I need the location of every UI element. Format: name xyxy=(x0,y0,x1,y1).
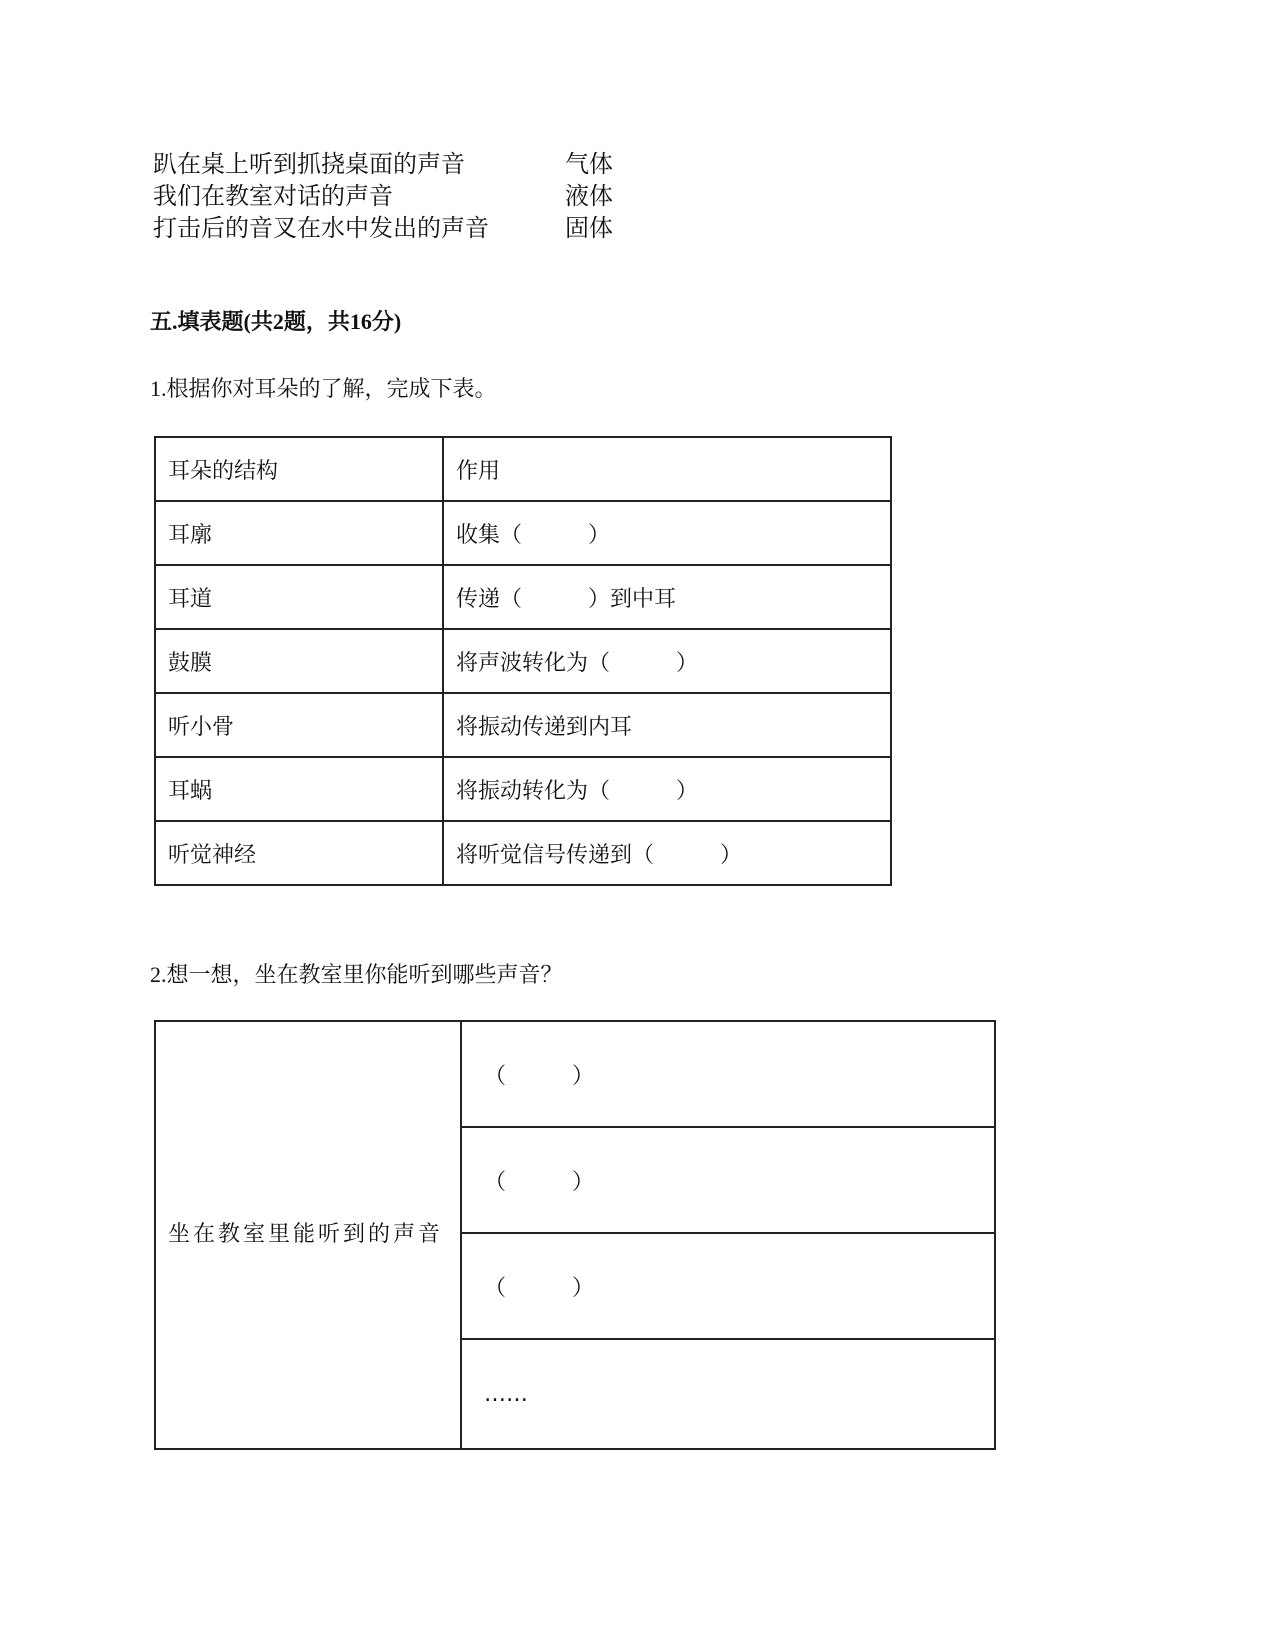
table-row xyxy=(155,693,891,757)
question-1-prompt: 1.根据你对耳朵的了解，完成下表。 xyxy=(150,376,497,401)
answer-slot[interactable]: （ ） xyxy=(461,1127,995,1233)
match-right-item: 固体 xyxy=(565,214,613,242)
ear-structure-table xyxy=(154,436,892,886)
classroom-sounds-table xyxy=(154,1020,996,1450)
function-cell[interactable]: 将振动转化为（ ） xyxy=(443,757,891,821)
question-2-prompt: 2.想一想，坐在教室里你能听到哪些声音？ xyxy=(150,962,563,987)
structure-cell: 听觉神经 xyxy=(155,821,443,885)
header-cell: 耳朵的结构 xyxy=(155,437,443,501)
table-row xyxy=(155,821,891,885)
header-cell: 作用 xyxy=(443,437,891,501)
match-left-item: 我们在教室对话的声音 xyxy=(153,182,393,210)
match-right-item: 气体 xyxy=(565,150,613,178)
structure-cell: 耳蜗 xyxy=(155,757,443,821)
structure-cell: 耳道 xyxy=(155,565,443,629)
match-left-item: 打击后的音叉在水中发出的声音 xyxy=(153,214,489,242)
function-cell: 将振动传递到内耳 xyxy=(443,693,891,757)
table-row xyxy=(155,629,891,693)
table-header-row xyxy=(155,437,891,501)
table-row xyxy=(155,501,891,565)
structure-cell: 鼓膜 xyxy=(155,629,443,693)
section-title: 五.填表题(共2题，共16分) xyxy=(150,309,402,334)
answer-slot[interactable]: （ ） xyxy=(461,1233,995,1339)
structure-cell: 耳廓 xyxy=(155,501,443,565)
structure-cell: 听小骨 xyxy=(155,693,443,757)
answer-slot-more: …… xyxy=(461,1339,995,1449)
function-cell[interactable]: 将声波转化为（ ） xyxy=(443,629,891,693)
table-row xyxy=(155,757,891,821)
match-left-item: 趴在桌上听到抓挠桌面的声音 xyxy=(153,150,465,178)
function-cell[interactable]: 收集（ ） xyxy=(443,501,891,565)
answer-slot[interactable]: （ ） xyxy=(461,1021,995,1127)
table-row xyxy=(155,1021,995,1127)
table-row xyxy=(155,565,891,629)
function-cell[interactable]: 传递（ ）到中耳 xyxy=(443,565,891,629)
sounds-label-cell: 坐在教室里能听到的声音 xyxy=(155,1021,461,1449)
match-right-item: 液体 xyxy=(565,182,613,210)
function-cell[interactable]: 将听觉信号传递到（ ） xyxy=(443,821,891,885)
